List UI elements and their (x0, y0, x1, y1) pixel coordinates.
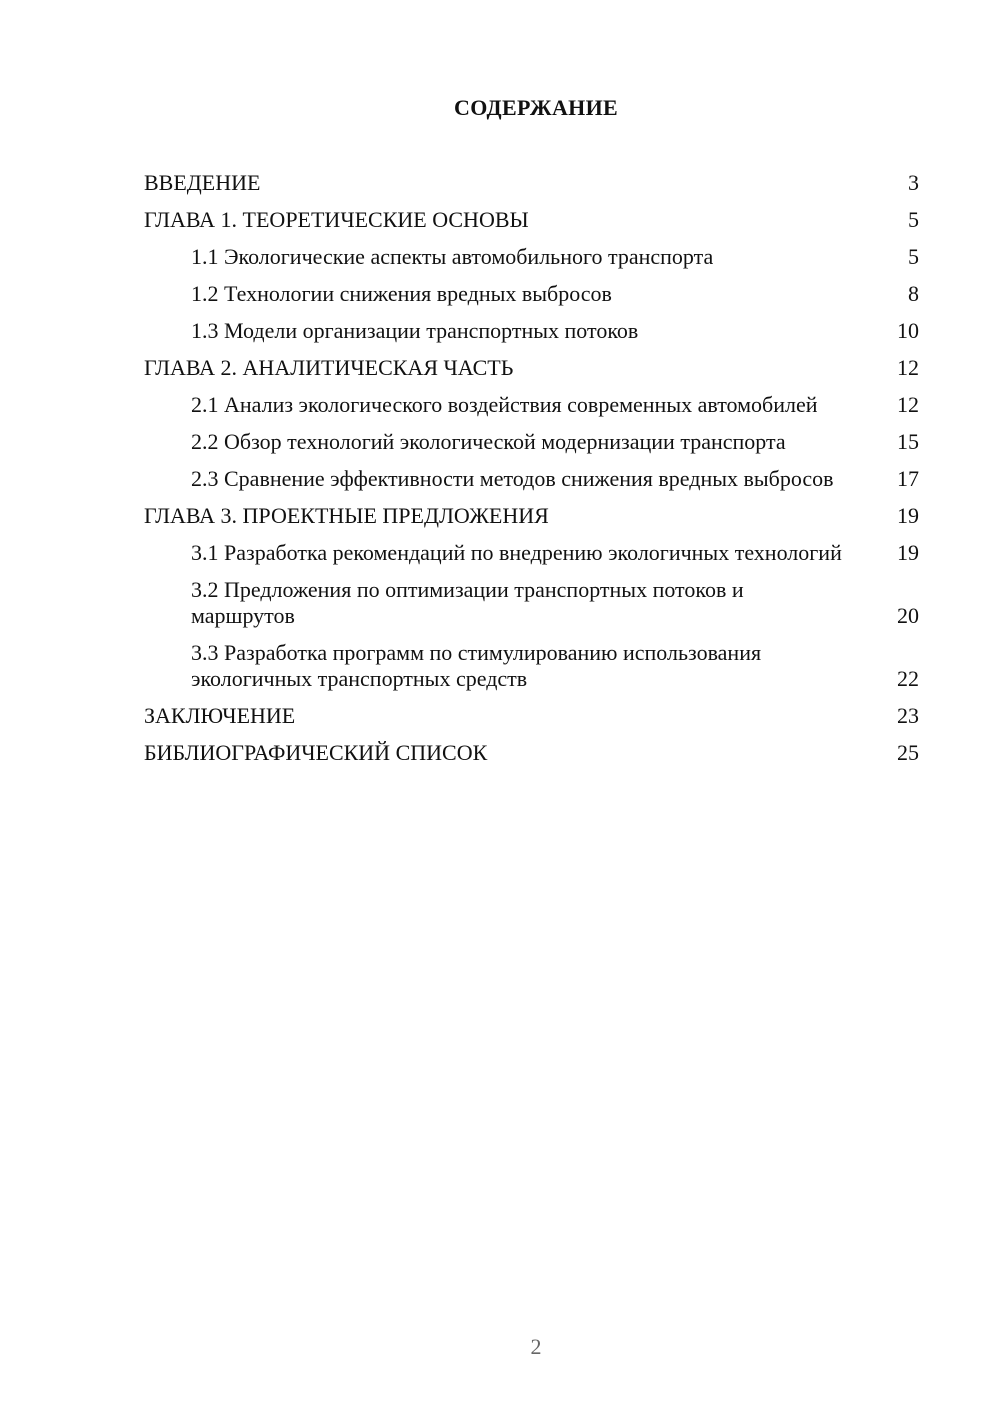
toc-entry-text: 1.1 Экологические аспекты автомобильного транспорта (191, 244, 714, 269)
toc-entry-introduction (144, 170, 919, 196)
toc-entry-text: ВВЕДЕНИЕ (144, 170, 261, 195)
toc-entry-text: ЗАКЛЮЧЕНИЕ (144, 703, 296, 728)
toc-entry-section-3-1 (144, 540, 919, 566)
toc-entry-text: 2.3 Сравнение эффективности методов снижения вредных выбросов (191, 466, 834, 491)
toc-entry-text: 3.2 Предложения по оптимизации транспортных потоков и маршрутов (191, 577, 744, 628)
toc-entry-text: 2.1 Анализ экологического воздействия современных автомобилей (191, 392, 818, 417)
toc-entry-page: 5 (908, 244, 919, 269)
toc-entry-text: БИБЛИОГРАФИЧЕСКИЙ СПИСОК (144, 740, 488, 765)
toc-entry-chapter-2 (144, 355, 919, 381)
toc-entry-section-1-2 (144, 281, 919, 307)
page-title: СОДЕРЖАНИЕ (454, 95, 618, 120)
toc-entry-text: 1.3 Модели организации транспортных потоков (191, 318, 639, 343)
toc-entry-text: 3.1 Разработка рекомендаций по внедрению экологичных технологий (191, 540, 842, 565)
toc-entry-text: ГЛАВА 3. ПРОЕКТНЫЕ ПРЕДЛОЖЕНИЯ (144, 503, 549, 528)
toc-entry-section-3-2 (144, 577, 919, 629)
toc-entry-text: 3.3 Разработка программ по стимулированию использования экологичных транспортных средств (191, 640, 762, 691)
page-number: 2 (530, 1334, 542, 1359)
toc-entry-section-3-3 (144, 640, 919, 692)
toc-entry-text: 2.2 Обзор технологий экологической модернизации транспорта (191, 429, 786, 454)
toc-entry-chapter-3 (144, 503, 919, 529)
table-of-contents (144, 170, 919, 777)
toc-entry-page: 17 (897, 466, 919, 491)
toc-entry-page: 22 (897, 666, 919, 691)
toc-entry-section-2-3 (144, 466, 919, 492)
toc-entry-chapter-1 (144, 207, 919, 233)
toc-entry-text: ГЛАВА 1. ТЕОРЕТИЧЕСКИЕ ОСНОВЫ (144, 207, 529, 232)
toc-entry-section-1-1 (144, 244, 919, 270)
toc-entry-text: 1.2 Технологии снижения вредных выбросов (191, 281, 612, 306)
toc-entry-bibliography (144, 740, 919, 766)
toc-entry-page: 20 (897, 603, 919, 628)
toc-entry-page: 10 (897, 318, 919, 343)
toc-entry-page: 25 (897, 740, 919, 765)
toc-entry-page: 12 (897, 355, 919, 380)
toc-entry-page: 5 (908, 207, 919, 232)
toc-entry-section-2-2 (144, 429, 919, 455)
toc-entry-page: 8 (908, 281, 919, 306)
toc-entry-page: 19 (897, 503, 919, 528)
toc-entry-text: ГЛАВА 2. АНАЛИТИЧЕСКАЯ ЧАСТЬ (144, 355, 514, 380)
toc-entry-page: 12 (897, 392, 919, 417)
toc-entry-page: 15 (897, 429, 919, 454)
toc-entry-section-1-3 (144, 318, 919, 344)
toc-entry-conclusion (144, 703, 919, 729)
toc-entry-page: 19 (897, 540, 919, 565)
toc-entry-page: 23 (897, 703, 919, 728)
toc-entry-page: 3 (908, 170, 919, 195)
toc-entry-section-2-1 (144, 392, 919, 418)
